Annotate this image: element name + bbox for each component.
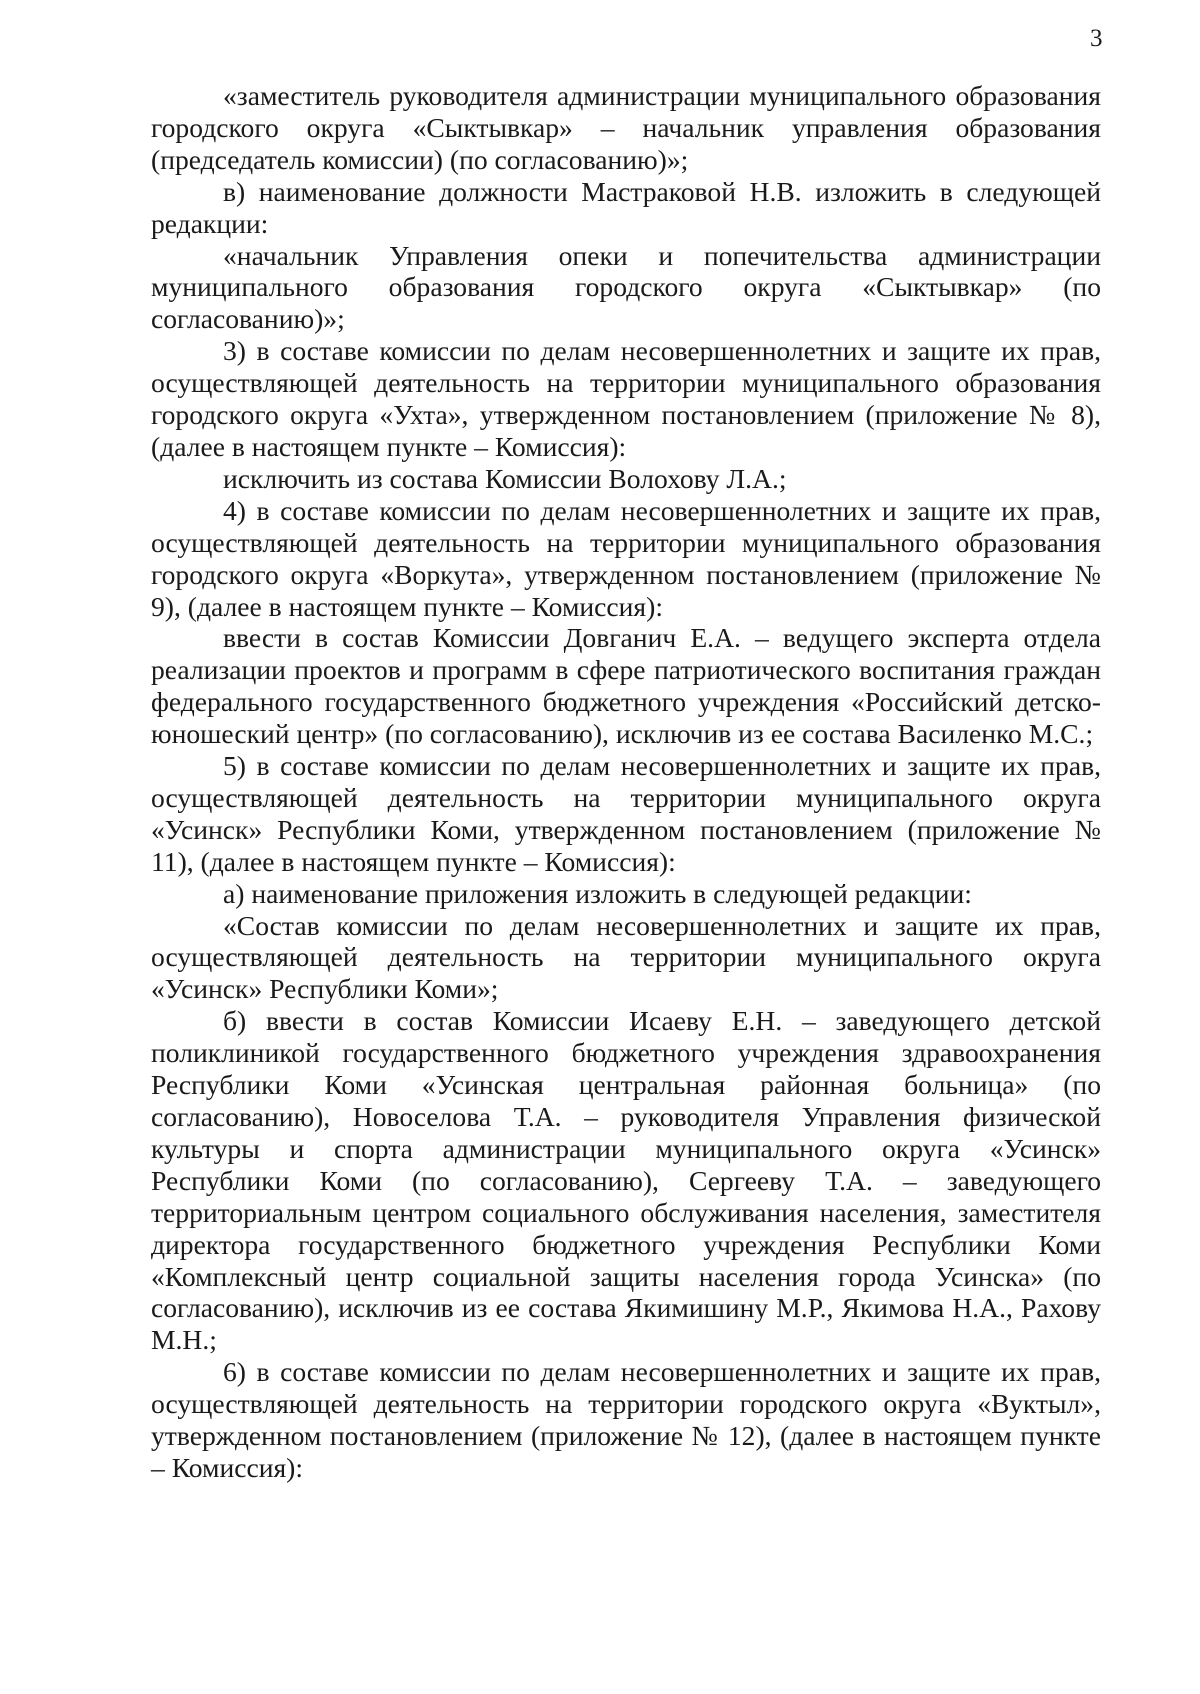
- paragraph-item-3: 3) в составе комиссии по делам несовершеннолетних и защите их прав, осуществляющей деятельность на территории муниципального образования городского округа «Ухта», утвержденном постановлением (приложение № 8), (далее в настоящем пункте – Комиссия):: [151, 335, 1101, 462]
- paragraph-item-5a-text: «Состав комиссии по делам несовершеннолетних и защите их прав, осуществляющей деятельность на территории муниципального округа «Усинск» Республики Коми»;: [151, 909, 1101, 1005]
- paragraph-guardianship-head-title: «начальник Управления опеки и попечительства администрации муниципального образования городского округа «Сыктывкар» (по согласованию)»;: [151, 239, 1101, 335]
- paragraph-item-3-exclude: исключить из состава Комиссии Волохову Л.А.;: [223, 462, 787, 494]
- paragraph-item-5: 5) в составе комиссии по делам несовершеннолетних и защите их прав, осуществляющей деятельность на территории муниципального округа «Усинск» Республики Коми, утвержденном постановлением (приложение № 11), (далее в настоящем пункте – Комиссия):: [151, 750, 1101, 877]
- paragraph-item-4-include: ввести в состав Комиссии Довганич Е.А. – ведущего эксперта отдела реализации проектов и программ в сфере патриотического воспитания граждан федерального государственного бюджетного учреждения «Российский детско-юношеский центр» (по согласованию), исключив из ее состава Василенко М.С.;: [151, 622, 1101, 750]
- page-number: 3: [1090, 25, 1103, 52]
- paragraph-item-4: 4) в составе комиссии по делам несовершеннолетних и защите их прав, осуществляющей деятельность на территории муниципального образования городского округа «Воркута», утвержденном постановлением (приложение № 9), (далее в настоящем пункте – Комиссия):: [151, 494, 1101, 622]
- paragraph-item-5b: б) ввести в состав Комиссии Исаеву Е.Н. – заведующего детской поликлиникой государственного бюджетного учреждения здравоохранения Республики Коми «Усинская центральная районная больница» (по согласованию), Новоселова Т.А. – руководителя Управления физической культуры и спорта администрации муниципального округа «Усинск» Республики Коми (по согласованию), Сергееву Т.А. – заведующего территориальным центром социального обслуживания населения, заместителя директора государственного бюджетного учреждения Республики Коми «Комплексный центр социальной защиты населения города Усинска» (по согласованию), исключив из ее состава Якимишину М.Р., Якимова Н.А., Рахову М.Н.;: [151, 1005, 1101, 1356]
- paragraph-deputy-head-title: «заместитель руководителя администрации муниципального образования городского округа «Сыктывкар» – начальник управления образования (председатель комиссии) (по согласованию)»;: [151, 80, 1101, 175]
- paragraph-item-v: в) наименование должности Мастраковой Н.В. изложить в следующей редакции:: [151, 175, 1101, 239]
- document-body: [151, 80, 1101, 1484]
- paragraph-item-5a: а) наименование приложения изложить в следующей редакции:: [223, 877, 972, 909]
- paragraph-item-6: 6) в составе комиссии по делам несовершеннолетних и защите их прав, осуществляющей деятельность на территории городского округа «Вуктыл», утвержденном постановлением (приложение № 12), (далее в настоящем пункте – Комиссия):: [151, 1356, 1101, 1483]
